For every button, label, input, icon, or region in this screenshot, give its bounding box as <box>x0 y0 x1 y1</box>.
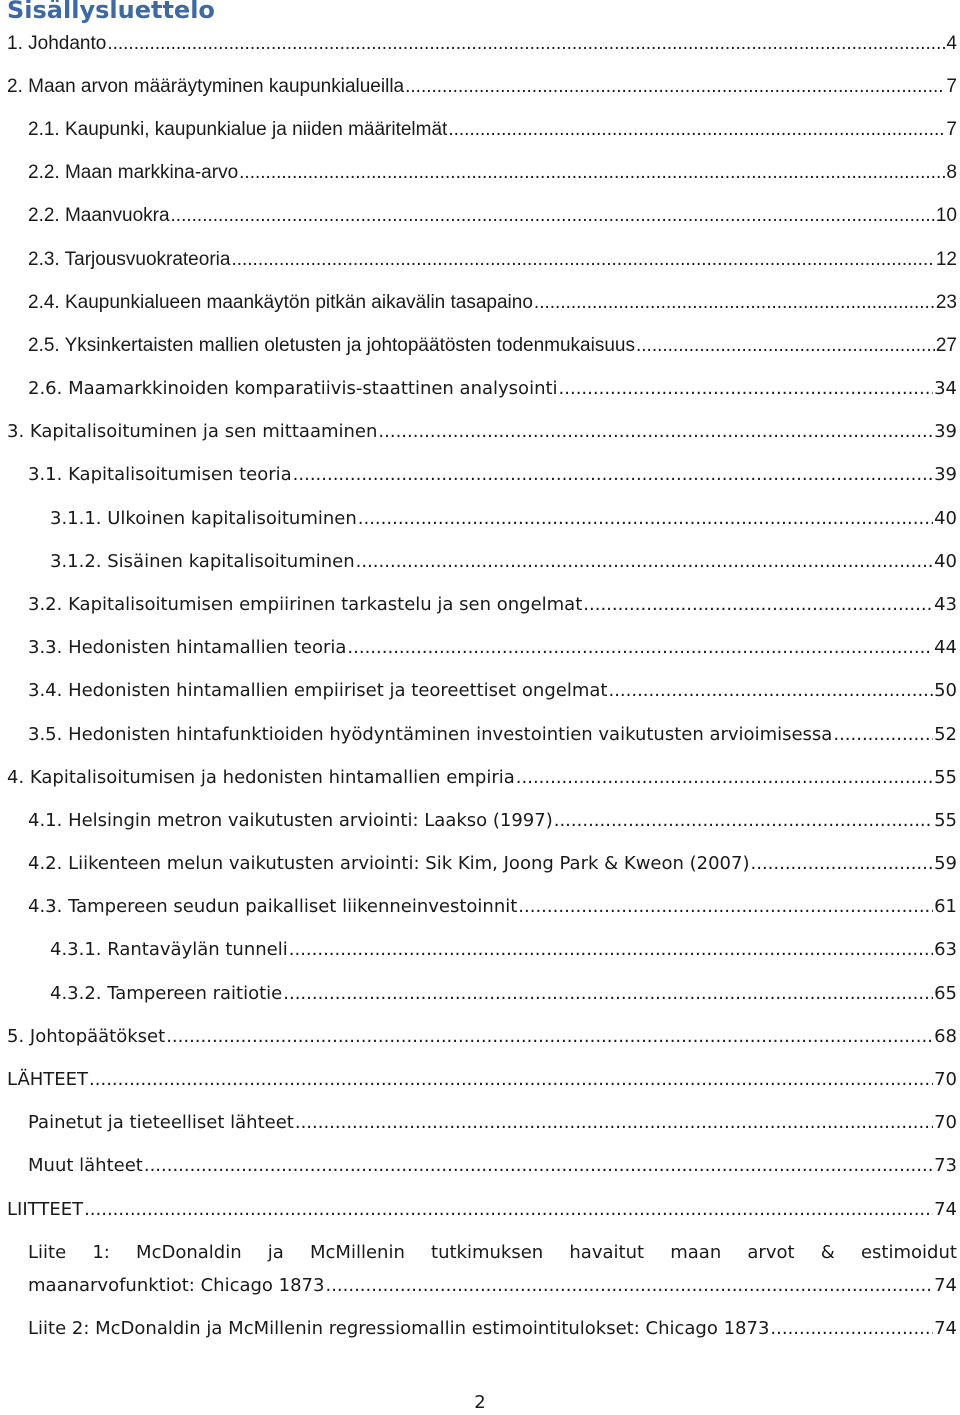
toc-entry[interactable] <box>28 896 957 926</box>
toc-leader-dots <box>144 1155 933 1176</box>
toc-word: arvot <box>747 1242 795 1263</box>
toc-entry[interactable] <box>28 853 957 883</box>
toc-leader-dots <box>608 680 933 701</box>
toc-entry[interactable] <box>28 1112 957 1142</box>
toc-leader-dots <box>356 551 933 572</box>
toc-entry[interactable] <box>28 119 957 149</box>
toc-entry-page: 10 <box>935 205 957 226</box>
toc-entry-text: 1. Johdanto <box>7 33 107 54</box>
toc-leader-dots <box>518 896 933 917</box>
toc-entry-text: 4.3.2. Tampereen raitiotie <box>50 983 283 1004</box>
toc-entry[interactable] <box>28 637 957 667</box>
toc-leader-dots <box>295 1112 933 1133</box>
toc-leader-dots <box>636 335 935 357</box>
toc-entry-page: 7 <box>946 76 957 97</box>
toc-entry-page: 4 <box>946 33 957 54</box>
toc-entry-text: 3.4. Hedonisten hintamallien empiiriset ja teoreettiset ongelmat <box>28 680 608 701</box>
toc-entry-page: 63 <box>934 939 957 960</box>
toc-entry-page: 27 <box>935 335 957 356</box>
toc-word: maan <box>670 1242 722 1263</box>
toc-entry-text: 3.1.1. Ulkoinen kapitalisoituminen <box>50 508 357 529</box>
toc-leader-dots <box>171 205 935 227</box>
toc-entry-text: Liite 2: McDonaldin ja McMillenin regressiomallin estimointitulokset: Chicago 1873 <box>28 1318 770 1339</box>
toc-leader-dots <box>770 1318 933 1339</box>
toc-word: McMillenin <box>310 1242 405 1263</box>
toc-entry-text: LIITTEET <box>7 1199 84 1220</box>
toc-entry-text: 3.1.2. Sisäinen kapitalisoituminen <box>50 551 355 572</box>
toc-leader-dots <box>751 853 934 874</box>
toc-entry[interactable] <box>50 983 957 1013</box>
toc-entry[interactable] <box>28 1155 957 1185</box>
toc-entry[interactable] <box>7 33 957 63</box>
toc-entry[interactable] <box>7 1026 957 1056</box>
toc-leader-dots <box>239 162 945 184</box>
toc-entry[interactable] <box>7 767 957 797</box>
toc-entry[interactable] <box>28 335 957 365</box>
toc-entry[interactable] <box>28 378 957 408</box>
toc-leader-dots <box>89 1069 933 1090</box>
footer-page-number: 2 <box>474 1392 486 1413</box>
toc-entry[interactable] <box>7 1199 957 1229</box>
toc-entry[interactable] <box>7 1069 957 1099</box>
toc-entry-page: 40 <box>934 508 957 529</box>
toc-entry-text: 3.3. Hedonisten hintamallien teoria <box>28 637 347 658</box>
toc-entry-page: 12 <box>935 249 957 270</box>
toc-leader-dots <box>378 421 933 442</box>
toc-entry-page: 34 <box>934 378 957 399</box>
toc-entry-page: 23 <box>935 292 957 313</box>
toc-entry-page: 70 <box>934 1069 957 1090</box>
toc-leader-dots <box>84 1199 933 1220</box>
toc-entry-page: 39 <box>934 421 957 442</box>
toc-entry-text: Painetut ja tieteelliset lähteet <box>28 1112 294 1133</box>
toc-word: & <box>820 1242 835 1263</box>
toc-leader-dots <box>293 464 933 485</box>
toc-entry-page: 50 <box>934 680 957 701</box>
toc-entry-page: 43 <box>934 594 957 615</box>
toc-entry-page: 74 <box>934 1275 957 1296</box>
toc-entry-text: 4.3.1. Rantaväylän tunneli <box>50 939 288 960</box>
toc-entry-text: 3.2. Kapitalisoitumisen empiirinen tarkastelu ja sen ongelmat <box>28 594 583 615</box>
toc-entry[interactable] <box>28 205 957 235</box>
toc-entry-text: 2.4. Kaupunkialueen maankäytön pitkän aikavälin tasapaino <box>28 292 533 313</box>
toc-entry-page: 40 <box>934 551 957 572</box>
toc-entry-page: 52 <box>934 724 957 745</box>
toc-entry-text: 2. Maan arvon määräytyminen kaupunkialueilla <box>7 76 405 97</box>
toc-entry[interactable] <box>28 292 957 322</box>
toc-entry-text: 2.5. Yksinkertaisten mallien oletusten ja johtopäätösten todenmukaisuus <box>28 335 635 356</box>
toc-heading: Sisällysluettelo <box>7 0 215 24</box>
toc-entry-page: 59 <box>934 853 957 874</box>
toc-entry-text: 4. Kapitalisoitumisen ja hedonisten hintamallien empiria <box>7 767 515 788</box>
toc-entry-text: 2.1. Kaupunki, kaupunkialue ja niiden määritelmät <box>28 119 448 140</box>
toc-entry-page: 74 <box>934 1318 957 1339</box>
toc-entry[interactable] <box>28 594 957 624</box>
toc-leader-dots <box>107 33 945 55</box>
toc-entry-page: 55 <box>934 810 957 831</box>
toc-entry[interactable] <box>28 464 957 494</box>
toc-entry-text: 2.2. Maan markkina-arvo <box>28 162 239 183</box>
toc-leader-dots <box>325 1275 933 1296</box>
toc-word: 1: <box>92 1242 110 1263</box>
toc-leader-dots <box>405 76 945 98</box>
toc-entry-text: Muut lähteet <box>28 1155 143 1176</box>
toc-entry[interactable] <box>50 551 957 581</box>
toc-leader-dots <box>554 810 933 831</box>
toc-entry[interactable] <box>7 421 957 451</box>
toc-entry[interactable] <box>28 810 957 840</box>
toc-word: havaitut <box>569 1242 645 1263</box>
toc-entry[interactable] <box>28 162 957 192</box>
toc-entry-text: 5. Johtopäätökset <box>7 1026 166 1047</box>
toc-leader-dots <box>358 508 933 529</box>
toc-entry-page: 65 <box>934 983 957 1004</box>
toc-entry-page: 55 <box>934 767 957 788</box>
toc-entry-text: 2.2. Maanvuokra <box>28 205 170 226</box>
toc-entry-page: 39 <box>934 464 957 485</box>
toc-entry-text: 2.3. Tarjousvuokrateoria <box>28 249 231 270</box>
toc-entry-text: 4.3. Tampereen seudun paikalliset liikenneinvestoinnit <box>28 896 518 917</box>
toc-leader-dots <box>534 292 935 314</box>
toc-leader-dots <box>231 249 934 271</box>
toc-entry[interactable] <box>28 1318 957 1348</box>
toc-entry-text: 3.5. Hedonisten hintafunktioiden hyödyntäminen investointien vaikutusten arvioimisessa <box>28 724 833 745</box>
toc-entry-text: 4.1. Helsingin metron vaikutusten arviointi: Laakso (1997) <box>28 810 553 831</box>
toc-entry[interactable] <box>50 508 957 538</box>
toc-entry[interactable] <box>28 680 957 710</box>
toc-leader-dots <box>833 724 933 745</box>
toc-entry-text: LÄHTEET <box>7 1069 89 1090</box>
toc-entry[interactable] <box>50 939 957 969</box>
toc-entry-page: 44 <box>934 637 957 658</box>
toc-leader-dots <box>347 637 933 658</box>
toc-entry-wrapped-first-line[interactable] <box>28 1242 957 1272</box>
toc-entry-page: 68 <box>934 1026 957 1047</box>
toc-entry[interactable] <box>7 76 957 106</box>
toc-leader-dots <box>559 378 934 399</box>
toc-entry-text: 3.1. Kapitalisoitumisen teoria <box>28 464 292 485</box>
toc-leader-dots <box>283 983 933 1004</box>
toc-entry-page: 70 <box>934 1112 957 1133</box>
toc-leader-dots <box>583 594 933 615</box>
toc-entry[interactable] <box>28 249 957 279</box>
toc-entry[interactable] <box>28 724 957 754</box>
toc-entry-text: 4.2. Liikenteen melun vaikutusten arviointi: Sik Kim, Joong Park & Kweon (2007) <box>28 853 750 874</box>
toc-leader-dots <box>166 1026 933 1047</box>
toc-leader-dots <box>448 119 945 141</box>
toc-word: ja <box>267 1242 284 1263</box>
toc-entry-text: maanarvofunktiot: Chicago 1873 <box>28 1275 325 1296</box>
toc-entry-page: 61 <box>934 896 957 917</box>
toc-entry-text: 3. Kapitalisoituminen ja sen mittaaminen <box>7 421 378 442</box>
toc-word: Liite <box>28 1242 67 1263</box>
toc-word: estimoidut <box>860 1242 957 1263</box>
toc-entry-text: 2.6. Maamarkkinoiden komparatiivis-staattinen analysointi <box>28 378 558 399</box>
toc-entry-page: 73 <box>934 1155 957 1176</box>
toc-entry-page: 7 <box>946 119 957 140</box>
toc-entry[interactable] <box>28 1275 957 1305</box>
toc-entry-page: 74 <box>934 1199 957 1220</box>
toc-entry-page: 8 <box>946 162 957 183</box>
toc-word: tutkimuksen <box>431 1242 544 1263</box>
toc-leader-dots <box>289 939 933 960</box>
toc-word: McDonaldin <box>136 1242 242 1263</box>
toc-leader-dots <box>516 767 933 788</box>
